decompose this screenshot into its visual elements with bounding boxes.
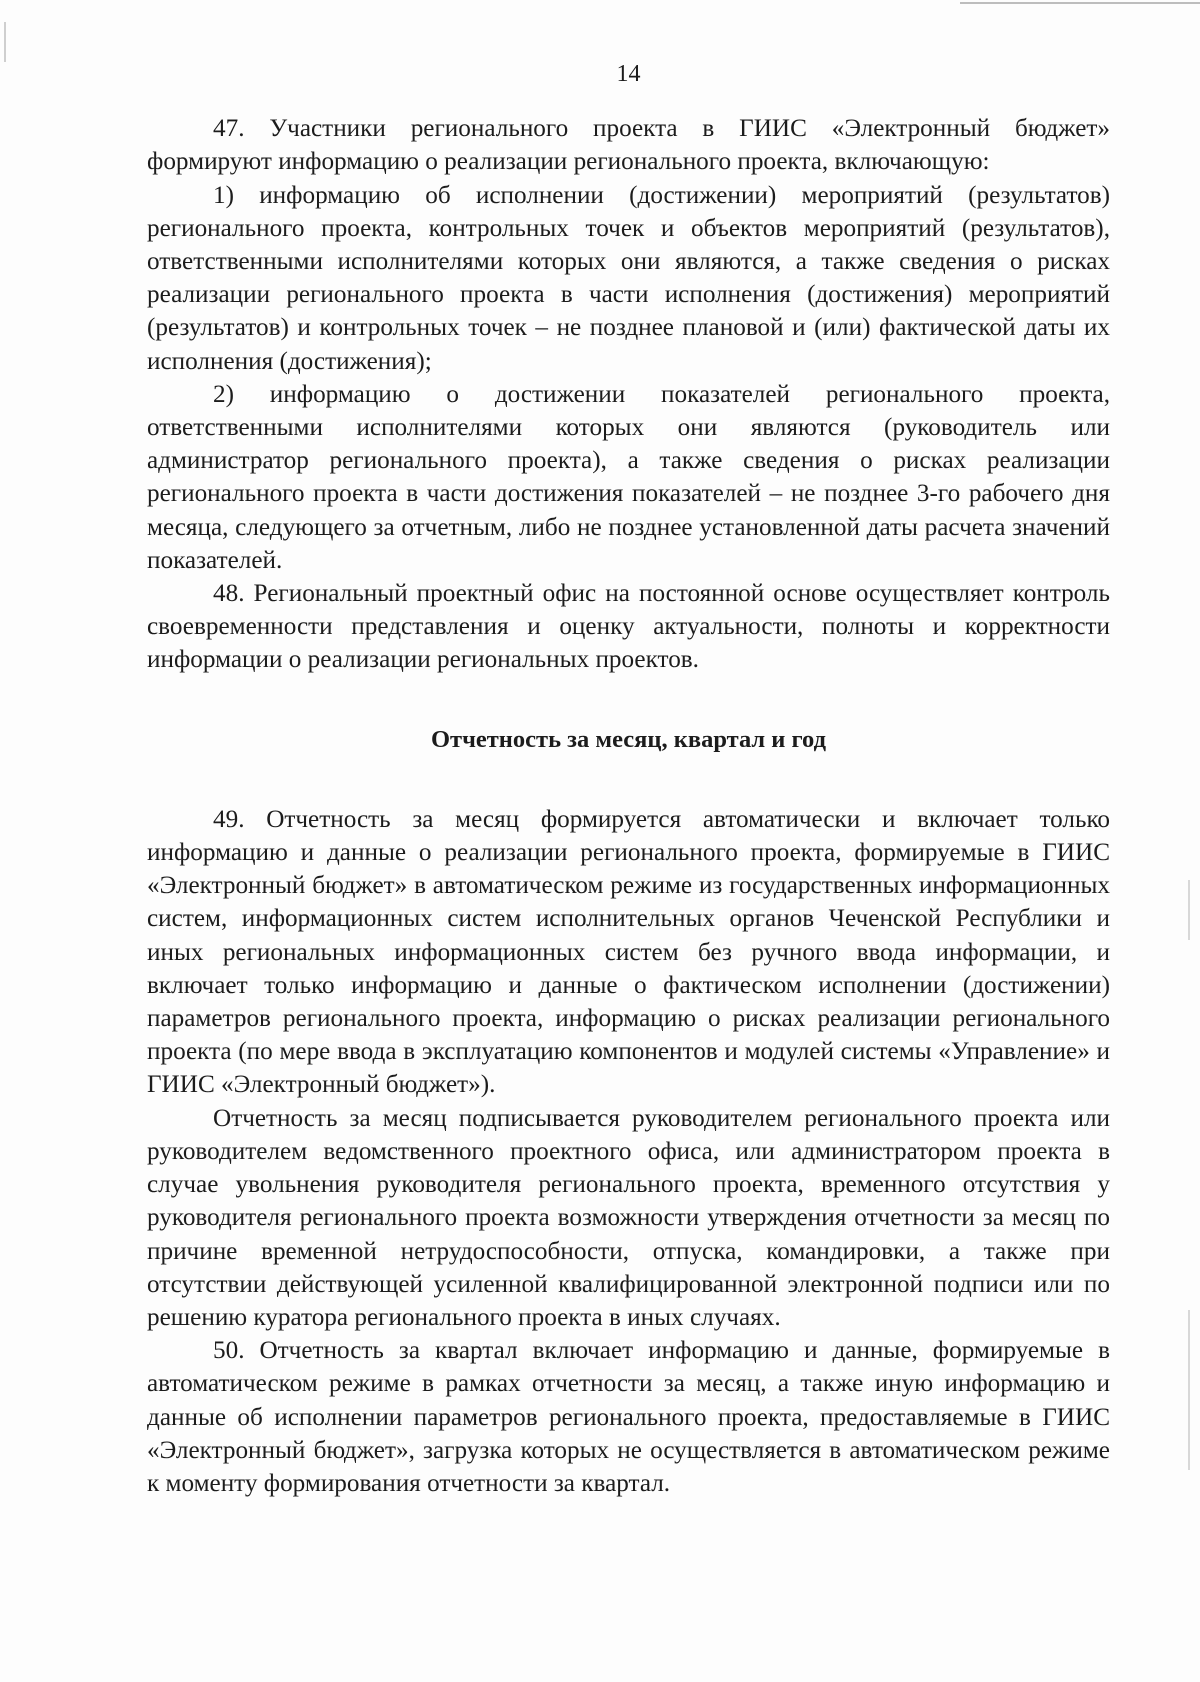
scan-artifact-line	[960, 2, 1200, 4]
paragraph-48: 48. Региональный проектный офис на постоянной основе осуществляет контроль своевременности представления и оценку актуальности, полноты и корректности информации о реализации региональных проектов.	[147, 580, 1110, 674]
paragraph-47-item-2: 2) информацию о достижении показателей регионального проекта, ответственными исполнителями которых они являются (руководитель или администратор регионального проекта), а также сведения о рисках реализации регионального проекта в части достижения показателей – не позднее 3-го рабочего дня месяца, следующего за отчетным, либо не позднее установленной даты расчета значений показателей.	[147, 380, 1110, 574]
paragraph-47: 47. Участники регионального проекта в ГИИС «Электронный бюджет» формируют информацию о реализации регионального проекта, включающую:	[147, 115, 1110, 176]
scan-artifact-mark	[1188, 880, 1190, 940]
scan-artifact-mark	[1188, 1310, 1190, 1470]
paragraph-49-signing: Отчетность за месяц подписывается руководителем регионального проекта или руководителем ведомственного проектного офиса, или администратором проекта в случае увольнения руководителя регионального проекта, временного отсутствия у руководителя регионального проекта возможности утверждения отчетности за месяц по причине временной нетрудоспособности, отпуска, командировки, а также при отсутствии действующей усиленной квалифицированной электронной подписи или по решению куратора регионального проекта в иных случаях.	[147, 1104, 1110, 1331]
section-heading: Отчетность за месяц, квартал и год	[430, 725, 826, 753]
scan-artifact-mark	[4, 22, 6, 62]
document-body	[147, 58, 1110, 1500]
page-number: 14	[616, 61, 641, 87]
paragraph-50: 50. Отчетность за квартал включает информацию и данные, формируемые в автоматическом режиме в рамках отчетности за месяц, а также иную информацию и данные об исполнении параметров регионального проекта, предоставляемые в ГИИС «Электронный бюджет», загрузка которых не осуществляется в автоматическом режиме к моменту формирования отчетности за квартал.	[147, 1337, 1110, 1497]
paragraph-47-item-1: 1) информацию об исполнении (достижении) мероприятий (результатов) регионального проекта, контрольных точек и объектов мероприятий (результатов), ответственными исполнителями которых они являются, а также сведения о рисках реализации регионального проекта в части исполнения (достижения) мероприятий (результатов) и контрольных точек – не позднее плановой и (или) фактической даты их исполнения (достижения);	[147, 181, 1110, 375]
paragraph-49: 49. Отчетность за месяц формируется автоматически и включает только информацию и данные о реализации регионального проекта, формируемые в ГИИС «Электронный бюджет» в автоматическом режиме из государственных информационных систем, информационных систем исполнительных органов Чеченской Республики и иных региональных информационных систем без ручного ввода информации, и включает только информацию и данные о фактическом исполнении (достижении) параметров регионального проекта, информацию о рисках реализации регионального проекта (по мере ввода в эксплуатацию компонентов и модулей системы «Управление» и ГИИС «Электронный бюджет»).	[147, 805, 1110, 1099]
